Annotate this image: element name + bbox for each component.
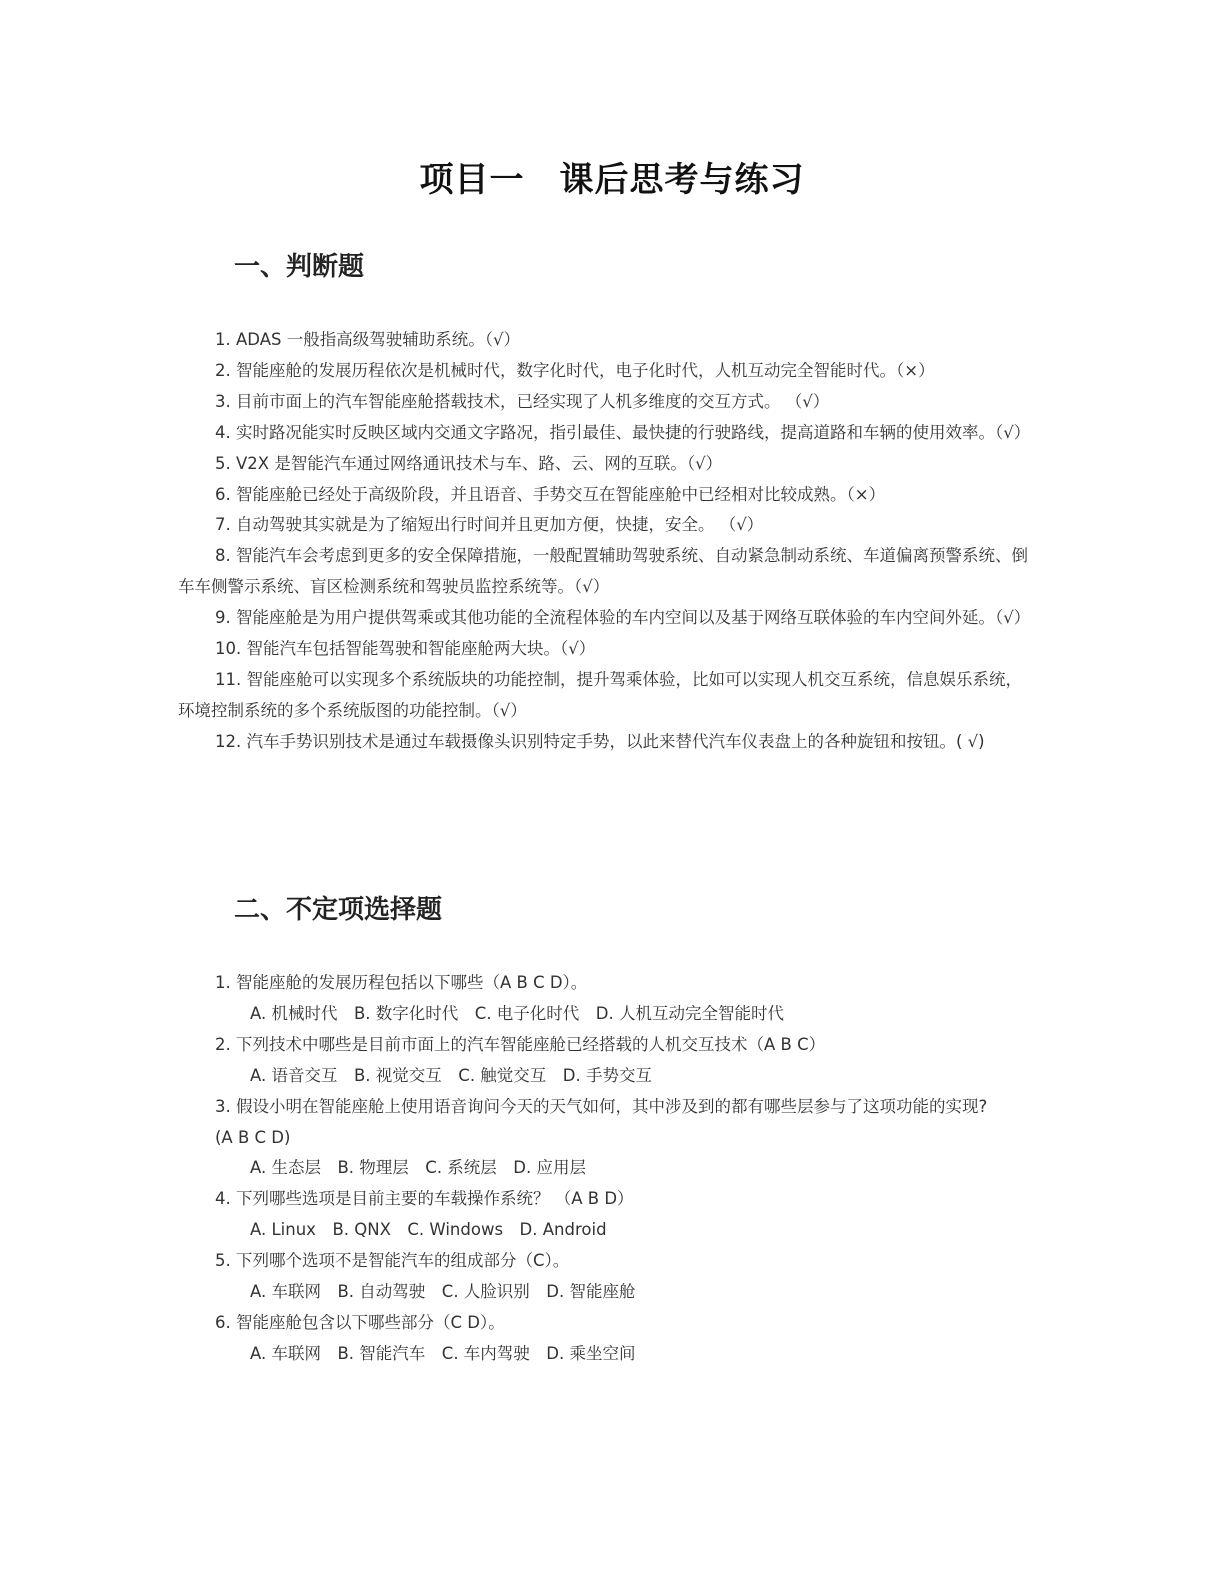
section-heading-true-false: 一、判断题 [234, 252, 365, 282]
mc-question-2-stem: 2. 下列技术中哪些是目前市面上的汽车智能座舱已经搭载的人机交互技术（A B C） [215, 1034, 826, 1054]
mc-question-6-stem: 6. 智能座舱包含以下哪些部分（C D）。 [215, 1312, 505, 1332]
mc-question-4-stem: 4. 下列哪些选项是目前主要的车载操作系统？ （A B D） [215, 1189, 634, 1209]
tf-question-7: 7. 自动驾驶其实就是为了缩短出行时间并且更加方便，快捷，安全。 （√） [215, 515, 764, 535]
tf-question-12: 12. 汽车手势识别技术是通过车载摄像头识别特定手势，以此来替代汽车仪表盘上的各种旋钮和按钮。( √) [215, 731, 985, 751]
tf-question-11: 11. 智能座舱可以实现多个系统版块的功能控制，提升驾乘体验，比如可以实现人机交互系统，信息娱乐系统，环境控制系统的多个系统版图的功能控制。（√） [178, 669, 1022, 720]
mc-question-3-answer: (A B C D) [215, 1127, 291, 1147]
tf-question-8: 8. 智能汽车会考虑到更多的安全保障措施，一般配置辅助驾驶系统、自动紧急制动系统、车道偏离预警系统、倒车车侧警示系统、盲区检测系统和驾驶员监控系统等。（√） [178, 546, 1028, 597]
tf-question-2: 2. 智能座舱的发展历程依次是机械时代，数字化时代，电子化时代，人机互动完全智能时代。（×） [215, 360, 935, 380]
mc-question-1-options: A. 机械时代 B. 数字化时代 C. 电子化时代 D. 人机互动完全智能时代 [250, 1003, 785, 1023]
mc-question-4-options: A. Linux B. QNX C. Windows D. Android [250, 1220, 607, 1240]
multiple-choice-list [178, 968, 1038, 1370]
tf-question-1: 1. ADAS 一般指高级驾驶辅助系统。（√） [215, 330, 520, 349]
mc-question-5-stem: 5. 下列哪个选项不是智能汽车的组成部分（C）。 [215, 1251, 570, 1271]
tf-question-9: 9. 智能座舱是为用户提供驾乘或其他功能的全流程体验的车内空间以及基于网络互联体验的车内空间外延。（√） [215, 608, 1031, 628]
mc-question-5-options: A. 车联网 B. 自动驾驶 C. 人脸识别 D. 智能座舱 [250, 1282, 636, 1302]
mc-question-2-options: A. 语音交互 B. 视觉交互 C. 触觉交互 D. 手势交互 [250, 1065, 653, 1085]
tf-question-4: 4. 实时路况能实时反映区域内交通文字路况，指引最佳、最快捷的行驶路线，提高道路和车辆的使用效率。（√） [215, 422, 1031, 442]
tf-question-5: 5. V2X 是智能汽车通过网络通讯技术与车、路、云、网的互联。（√） [215, 453, 723, 473]
mc-question-3-stem: 3. 假设小明在智能座舱上使用语音询问今天的天气如何，其中涉及到的都有哪些层参与了这项功能的实现? [215, 1096, 988, 1116]
mc-question-1-stem: 1. 智能座舱的发展历程包括以下哪些（A B C D）。 [215, 973, 588, 992]
mc-question-3-options: A. 生态层 B. 物理层 C. 系统层 D. 应用层 [250, 1158, 587, 1178]
mc-question-6-options: A. 车联网 B. 智能汽车 C. 车内驾驶 D. 乘坐空间 [250, 1343, 636, 1363]
tf-question-6: 6. 智能座舱已经处于高级阶段，并且语音、手势交互在智能座舱中已经相对比较成熟。（×） [215, 484, 886, 504]
section-heading-multiple-choice: 二、不定项选择题 [234, 895, 443, 925]
tf-question-3: 3. 目前市面上的汽车智能座舱搭载技术，已经实现了人机多维度的交互方式。 （√） [215, 391, 830, 411]
page-title: 项目一 课后思考与练习 [419, 160, 805, 200]
tf-question-10: 10. 智能汽车包括智能驾驶和智能座舱两大块。（√） [215, 639, 596, 659]
true-false-list [178, 325, 1038, 758]
